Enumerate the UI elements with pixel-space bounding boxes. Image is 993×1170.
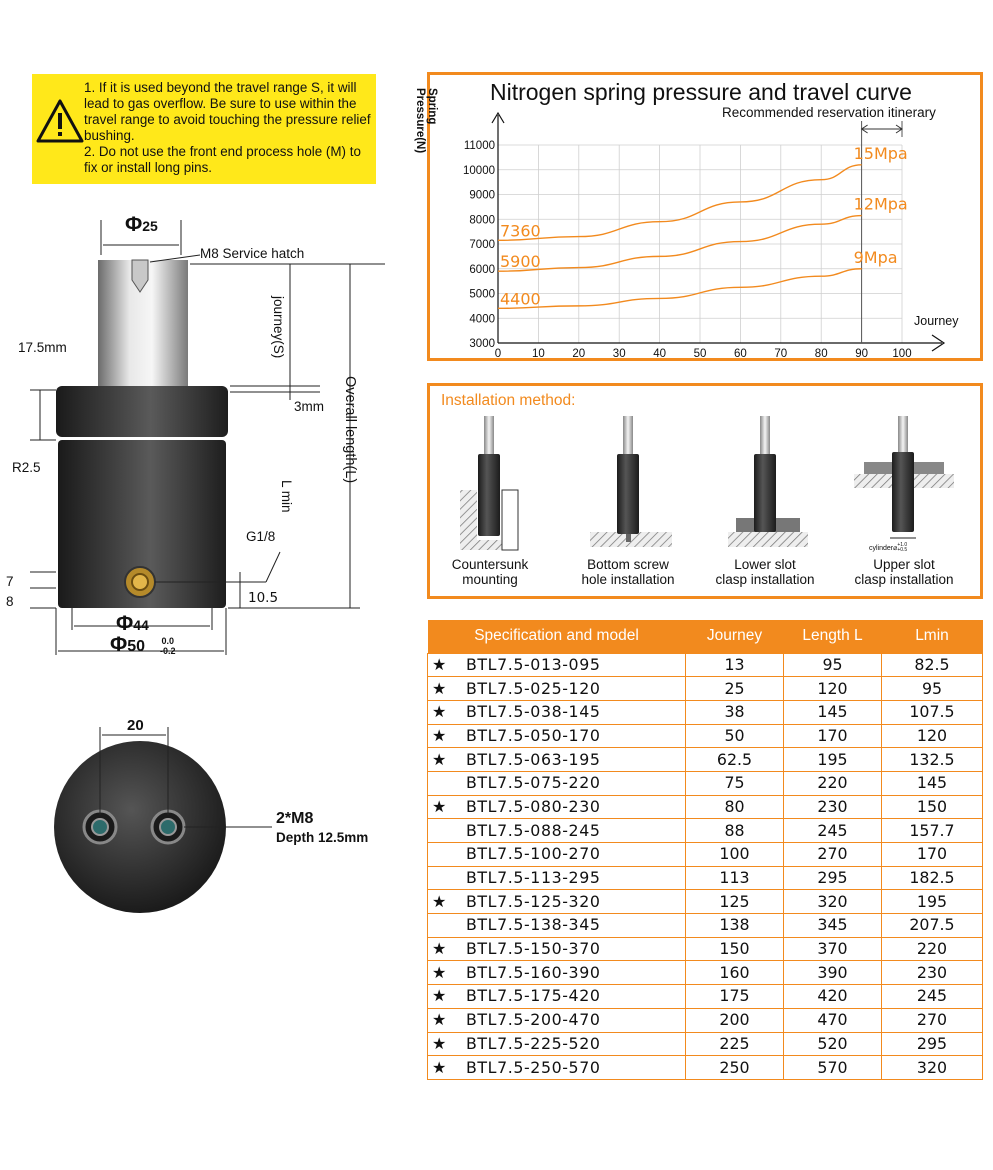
installation-title: Installation method: bbox=[441, 392, 576, 409]
star-icon: ★ bbox=[432, 939, 447, 959]
cell-lmin: 132.5 bbox=[882, 748, 983, 772]
x-tick-label: 20 bbox=[572, 348, 586, 358]
method-line1: Bottom screw bbox=[587, 557, 669, 572]
series-name-label: 15Mpa bbox=[853, 143, 908, 163]
model-text: BTL7.5-250-570 bbox=[466, 1057, 601, 1077]
x-tick-label: 70 bbox=[774, 348, 788, 358]
series-start-label: 7360 bbox=[500, 221, 541, 241]
star-icon: ★ bbox=[432, 702, 447, 722]
cell-model bbox=[428, 724, 686, 748]
y-axis-title-line2: Pressure(N) bbox=[414, 88, 426, 154]
cell-lmin: 82.5 bbox=[882, 653, 983, 677]
cell-length: 345 bbox=[784, 914, 882, 938]
y-tick-label: 3000 bbox=[469, 338, 495, 350]
cell-lmin: 295 bbox=[882, 1032, 983, 1056]
cell-lmin: 207.5 bbox=[882, 914, 983, 938]
cell-journey: 125 bbox=[686, 890, 784, 914]
method-upper-slot bbox=[842, 557, 966, 587]
cell-length: 195 bbox=[784, 748, 882, 772]
service-hatch-label: M8 Service hatch bbox=[200, 246, 305, 261]
lower-slot-diagram bbox=[728, 416, 808, 547]
model-text: BTL7.5-160-390 bbox=[466, 962, 601, 982]
method-line2: clasp installation bbox=[715, 572, 815, 587]
table-row bbox=[428, 985, 983, 1009]
cell-length: 370 bbox=[784, 937, 882, 961]
y-tick-label: 6000 bbox=[469, 263, 495, 276]
star-icon: ★ bbox=[432, 986, 447, 1006]
phi50-tolerance bbox=[160, 636, 176, 656]
cell-journey: 160 bbox=[686, 961, 784, 985]
cell-journey: 250 bbox=[686, 1056, 784, 1080]
cell-length: 470 bbox=[784, 1008, 882, 1032]
model-text: BTL7.5-075-220 bbox=[466, 773, 601, 793]
star-icon: ★ bbox=[432, 1057, 447, 1077]
cell-model bbox=[428, 937, 686, 961]
cell-length: 520 bbox=[784, 1032, 882, 1056]
spec-table-header bbox=[428, 620, 983, 653]
countersunk-diagram bbox=[460, 416, 518, 550]
x-tick-label: 30 bbox=[612, 348, 626, 358]
series-name-label: 12Mpa bbox=[853, 194, 908, 214]
cell-journey: 225 bbox=[686, 1032, 784, 1056]
cell-lmin: 220 bbox=[882, 937, 983, 961]
cell-length: 145 bbox=[784, 700, 882, 724]
cell-journey: 175 bbox=[686, 985, 784, 1009]
table-row bbox=[428, 1056, 983, 1080]
cell-journey: 80 bbox=[686, 795, 784, 819]
model-text: BTL7.5-100-270 bbox=[466, 844, 601, 864]
star-icon: ★ bbox=[432, 891, 447, 911]
lmin-label: L min bbox=[279, 480, 294, 513]
warning-line-2: 2. Do not use the front end process hole (M) to fix or install long pins. bbox=[84, 144, 361, 175]
cell-model bbox=[428, 843, 686, 867]
cell-journey: 62.5 bbox=[686, 748, 784, 772]
series-line bbox=[498, 216, 862, 272]
cell-journey: 38 bbox=[686, 700, 784, 724]
star-icon: ★ bbox=[432, 749, 447, 769]
table-row bbox=[428, 700, 983, 724]
header-lmin: Lmin bbox=[882, 620, 983, 653]
phi25-label bbox=[125, 213, 158, 237]
cell-lmin: 120 bbox=[882, 724, 983, 748]
model-text: BTL7.5-125-320 bbox=[466, 891, 601, 911]
method-line1: Upper slot bbox=[873, 557, 935, 572]
warning-text bbox=[84, 80, 376, 176]
cylinder-tol-up: +1.0 bbox=[897, 542, 908, 548]
phi50-value: 50 bbox=[127, 638, 146, 655]
method-line2: hole installation bbox=[581, 572, 675, 587]
cell-model bbox=[428, 961, 686, 985]
x-axis-title: Journey bbox=[914, 314, 959, 328]
bottom-view-drawing bbox=[40, 715, 280, 915]
cell-journey: 150 bbox=[686, 937, 784, 961]
table-row bbox=[428, 914, 983, 938]
dim-17-5: 17.5mm bbox=[18, 340, 67, 355]
cell-length: 420 bbox=[784, 985, 882, 1009]
cell-model bbox=[428, 1008, 686, 1032]
dim-3mm: 3mm bbox=[294, 399, 324, 414]
y-axis-title bbox=[414, 88, 438, 168]
cell-length: 245 bbox=[784, 819, 882, 843]
star-icon: ★ bbox=[432, 1033, 447, 1053]
tol-lower: -0.2 bbox=[160, 646, 176, 656]
cylinder-tolerance bbox=[897, 543, 907, 553]
phi25-value: 25 bbox=[142, 218, 158, 234]
cell-journey: 100 bbox=[686, 843, 784, 867]
cylinder-tol-down: +0.5 bbox=[897, 547, 908, 553]
overall-length-label: Overall length(L) bbox=[342, 376, 358, 484]
chart-subtitle: Recommended reservation itinerary bbox=[722, 105, 936, 120]
model-text: BTL7.5-025-120 bbox=[466, 678, 601, 698]
tol-upper: 0.0 bbox=[161, 636, 175, 646]
cell-journey: 113 bbox=[686, 866, 784, 890]
y-tick-label: 5000 bbox=[469, 288, 495, 301]
star-icon: ★ bbox=[432, 962, 447, 982]
y-axis-title-line1: Spring bbox=[426, 88, 438, 125]
method-countersunk bbox=[430, 557, 550, 587]
model-text: BTL7.5-013-095 bbox=[466, 654, 601, 674]
spec-table bbox=[427, 620, 983, 1080]
cell-length: 230 bbox=[784, 795, 882, 819]
table-row bbox=[428, 677, 983, 701]
table-row bbox=[428, 1008, 983, 1032]
cell-model bbox=[428, 677, 686, 701]
model-text: BTL7.5-088-245 bbox=[466, 820, 601, 840]
star-icon: ★ bbox=[432, 725, 447, 745]
cell-model bbox=[428, 771, 686, 795]
cell-lmin: 182.5 bbox=[882, 866, 983, 890]
cell-length: 295 bbox=[784, 866, 882, 890]
model-text: BTL7.5-175-420 bbox=[466, 986, 601, 1006]
cylinder-top bbox=[56, 386, 228, 437]
series-start-label: 4400 bbox=[500, 289, 541, 309]
phi-symbol: Φ bbox=[116, 612, 134, 635]
cell-model bbox=[428, 866, 686, 890]
cell-lmin: 320 bbox=[882, 1056, 983, 1080]
cell-model bbox=[428, 819, 686, 843]
cell-length: 120 bbox=[784, 677, 882, 701]
cell-model bbox=[428, 1056, 686, 1080]
model-text: BTL7.5-063-195 bbox=[466, 749, 601, 769]
x-tick-label: 0 bbox=[494, 348, 502, 358]
star-icon: ★ bbox=[432, 1010, 447, 1030]
header-model: Specification and model bbox=[428, 620, 686, 653]
cell-length: 320 bbox=[784, 890, 882, 914]
cell-lmin: 195 bbox=[882, 890, 983, 914]
cell-lmin: 145 bbox=[882, 771, 983, 795]
model-text: BTL7.5-225-520 bbox=[466, 1033, 601, 1053]
cell-lmin: 95 bbox=[882, 677, 983, 701]
model-text: BTL7.5-080-230 bbox=[466, 796, 601, 816]
upper-slot-diagram bbox=[854, 416, 954, 538]
x-tick-label: 10 bbox=[532, 348, 545, 358]
y-tick-label: 8000 bbox=[469, 214, 495, 227]
y-tick-label: 11000 bbox=[463, 140, 495, 152]
pressure-travel-chart bbox=[430, 75, 980, 358]
method-lower-slot bbox=[703, 557, 827, 587]
table-row bbox=[428, 866, 983, 890]
y-tick-label: 7000 bbox=[469, 239, 495, 251]
cell-journey: 200 bbox=[686, 1008, 784, 1032]
method-bottom-screw bbox=[566, 557, 690, 587]
star-icon: ★ bbox=[432, 654, 447, 674]
cell-model bbox=[428, 890, 686, 914]
depth-label: Depth 12.5mm bbox=[276, 830, 369, 845]
cell-length: 95 bbox=[784, 653, 882, 677]
method-line1: Countersunk bbox=[451, 557, 529, 572]
series-start-label: 5900 bbox=[500, 252, 541, 272]
cell-model bbox=[428, 1032, 686, 1056]
series-line bbox=[498, 165, 862, 240]
table-row bbox=[428, 937, 983, 961]
model-text: BTL7.5-038-145 bbox=[466, 702, 601, 722]
cylinder-note-text: cylinder⌀ bbox=[869, 545, 898, 552]
table-row bbox=[428, 771, 983, 795]
phi50-label bbox=[110, 633, 145, 657]
bottom-screw-diagram bbox=[590, 416, 672, 547]
dim-8: 8 bbox=[6, 594, 14, 609]
cell-journey: 88 bbox=[686, 819, 784, 843]
cell-length: 270 bbox=[784, 843, 882, 867]
star-icon: ★ bbox=[432, 796, 447, 816]
x-tick-label: 80 bbox=[814, 348, 828, 358]
cell-model bbox=[428, 653, 686, 677]
cell-model bbox=[428, 700, 686, 724]
cylinder-note bbox=[869, 543, 907, 553]
cell-lmin: 270 bbox=[882, 1008, 983, 1032]
dim-7: 7 bbox=[6, 574, 14, 589]
cell-journey: 138 bbox=[686, 914, 784, 938]
model-text: BTL7.5-200-470 bbox=[466, 1010, 601, 1030]
table-row bbox=[428, 653, 983, 677]
model-text: BTL7.5-113-295 bbox=[466, 868, 601, 888]
cell-model bbox=[428, 914, 686, 938]
cell-lmin: 107.5 bbox=[882, 700, 983, 724]
cell-journey: 13 bbox=[686, 653, 784, 677]
cell-journey: 50 bbox=[686, 724, 784, 748]
cell-model bbox=[428, 985, 686, 1009]
cell-lmin: 157.7 bbox=[882, 819, 983, 843]
method-line1: Lower slot bbox=[734, 557, 796, 572]
table-row bbox=[428, 819, 983, 843]
table-row bbox=[428, 795, 983, 819]
cell-model bbox=[428, 795, 686, 819]
chart-title: Nitrogen spring pressure and travel curve bbox=[490, 79, 912, 105]
model-text: BTL7.5-050-170 bbox=[466, 725, 601, 745]
x-tick-label: 40 bbox=[653, 348, 666, 358]
cell-length: 390 bbox=[784, 961, 882, 985]
phi-symbol: Φ bbox=[110, 633, 128, 656]
cell-lmin: 245 bbox=[882, 985, 983, 1009]
cell-length: 170 bbox=[784, 724, 882, 748]
journey-dim-label: journey(S) bbox=[271, 296, 286, 359]
x-tick-label: 50 bbox=[693, 348, 707, 358]
table-row bbox=[428, 961, 983, 985]
table-row bbox=[428, 890, 983, 914]
y-tick-label: 4000 bbox=[469, 313, 495, 326]
header-length: Length L bbox=[784, 620, 882, 653]
cell-model bbox=[428, 748, 686, 772]
installation-diagrams bbox=[440, 410, 970, 560]
warning-triangle-icon bbox=[36, 98, 84, 144]
series-name-label: 9Mpa bbox=[853, 247, 898, 267]
cell-length: 220 bbox=[784, 771, 882, 795]
phi-symbol: Φ bbox=[125, 213, 143, 236]
m8-holes-label: 2*M8 bbox=[276, 810, 314, 827]
dim-20: 20 bbox=[127, 717, 144, 734]
cell-journey: 25 bbox=[686, 677, 784, 701]
star-icon: ★ bbox=[432, 678, 447, 698]
x-tick-label: 90 bbox=[855, 348, 868, 358]
series-line bbox=[498, 269, 862, 309]
r25-label: R2.5 bbox=[12, 460, 41, 475]
cell-lmin: 150 bbox=[882, 795, 983, 819]
g18-label: G1/8 bbox=[246, 529, 276, 544]
table-row bbox=[428, 724, 983, 748]
method-line2: clasp installation bbox=[854, 572, 954, 587]
cell-lmin: 170 bbox=[882, 843, 983, 867]
cell-journey: 75 bbox=[686, 771, 784, 795]
dim-10-5: 10.5 bbox=[248, 590, 279, 606]
table-row bbox=[428, 1032, 983, 1056]
model-text: BTL7.5-150-370 bbox=[466, 939, 601, 959]
phi44-value: 44 bbox=[133, 617, 149, 633]
method-line2: mounting bbox=[462, 572, 518, 587]
cell-lmin: 230 bbox=[882, 961, 983, 985]
y-tick-label: 9000 bbox=[469, 189, 495, 202]
x-tick-label: 100 bbox=[892, 348, 912, 358]
header-journey: Journey bbox=[686, 620, 784, 653]
model-text: BTL7.5-138-345 bbox=[466, 915, 601, 935]
table-row bbox=[428, 748, 983, 772]
table-row bbox=[428, 843, 983, 867]
cell-length: 570 bbox=[784, 1056, 882, 1080]
warning-line-1: 1. If it is used beyond the travel range S, it will lead to gas overflow. Be sure to use within the travel range to avoid touching the pressure relief bushing. bbox=[84, 80, 371, 143]
y-tick-label: 10000 bbox=[463, 164, 495, 177]
x-tick-label: 60 bbox=[734, 348, 747, 358]
